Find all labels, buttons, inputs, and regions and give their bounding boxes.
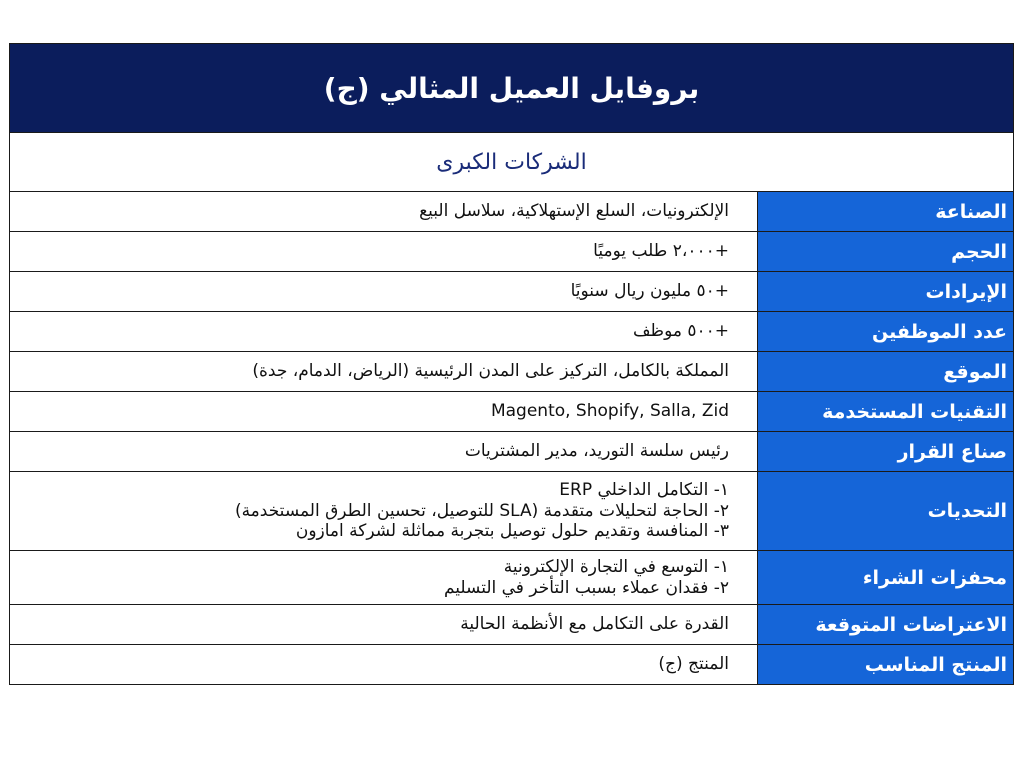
row-value [10, 472, 758, 551]
row-label: الصناعة [758, 192, 1014, 232]
table-row-location [10, 352, 1014, 392]
table-row-revenue [10, 272, 1014, 312]
table-row-purchase-triggers [10, 551, 1014, 605]
row-value [10, 551, 758, 605]
value-line: ٢- فقدان عملاء بسبب التأخر في التسليم [443, 577, 730, 598]
row-value [10, 312, 758, 352]
value-line: ٣- المنافسة وتقديم حلول توصيل بتجربة مماثلة لشركة امازون [295, 521, 730, 542]
row-label: المنتج المناسب [758, 645, 1014, 685]
row-value [10, 392, 758, 432]
table-row-industry [10, 192, 1014, 232]
value-line: ١- التوسع في التجارة الإلكترونية [503, 557, 730, 578]
row-value [10, 232, 758, 272]
value-line: Magento, Shopify, Salla, Zid [490, 401, 730, 422]
segment-subtitle: الشركات الكبرى [10, 133, 1014, 192]
page-title: بروفايل العميل المثالي (ج) [10, 44, 1014, 133]
row-label: محفزات الشراء [758, 551, 1014, 605]
row-label: التقنيات المستخدمة [758, 392, 1014, 432]
table-row-objections [10, 605, 1014, 645]
value-line: المملكة بالكامل، التركيز على المدن الرئيسية (الرياض، الدمام، جدة) [252, 361, 730, 382]
row-label: عدد الموظفين [758, 312, 1014, 352]
row-label: الاعتراضات المتوقعة [758, 605, 1014, 645]
value-line: القدرة على التكامل مع الأنظمة الحالية [460, 614, 730, 635]
value-line: +٢،٠٠٠ طلب يوميًا [593, 241, 730, 262]
title-row [10, 44, 1014, 133]
value-line: الإلكترونيات، السلع الإستهلاكية، سلاسل البيع [419, 201, 730, 222]
row-label: الحجم [758, 232, 1014, 272]
value-line: ٢- الحاجة لتحليلات متقدمة (SLA للتوصيل، تحسين الطرق المستخدمة) [234, 500, 730, 521]
row-label: الإيرادات [758, 272, 1014, 312]
value-line: ١- التكامل الداخلي ERP [559, 480, 730, 501]
value-line: المنتج (ج) [658, 654, 730, 675]
row-value [10, 192, 758, 232]
row-value [10, 645, 758, 685]
row-value [10, 352, 758, 392]
subtitle-row [10, 133, 1014, 192]
value-line: رئيس سلسة التوريد، مدير المشتريات [464, 441, 730, 462]
row-value [10, 432, 758, 472]
row-label: التحديات [758, 472, 1014, 551]
table-row-product [10, 645, 1014, 685]
table-row-challenges [10, 472, 1014, 551]
table-row-technologies [10, 392, 1014, 432]
row-value [10, 272, 758, 312]
value-line: +٥٠ مليون ريال سنويًا [570, 281, 730, 302]
row-label: الموقع [758, 352, 1014, 392]
row-label: صناع القرار [758, 432, 1014, 472]
value-line: +٥٠٠ موظف [632, 321, 730, 342]
table-row-employees [10, 312, 1014, 352]
table-row-size [10, 232, 1014, 272]
table-row-decision-makers [10, 432, 1014, 472]
customer-profile-table [9, 43, 1014, 685]
row-value [10, 605, 758, 645]
